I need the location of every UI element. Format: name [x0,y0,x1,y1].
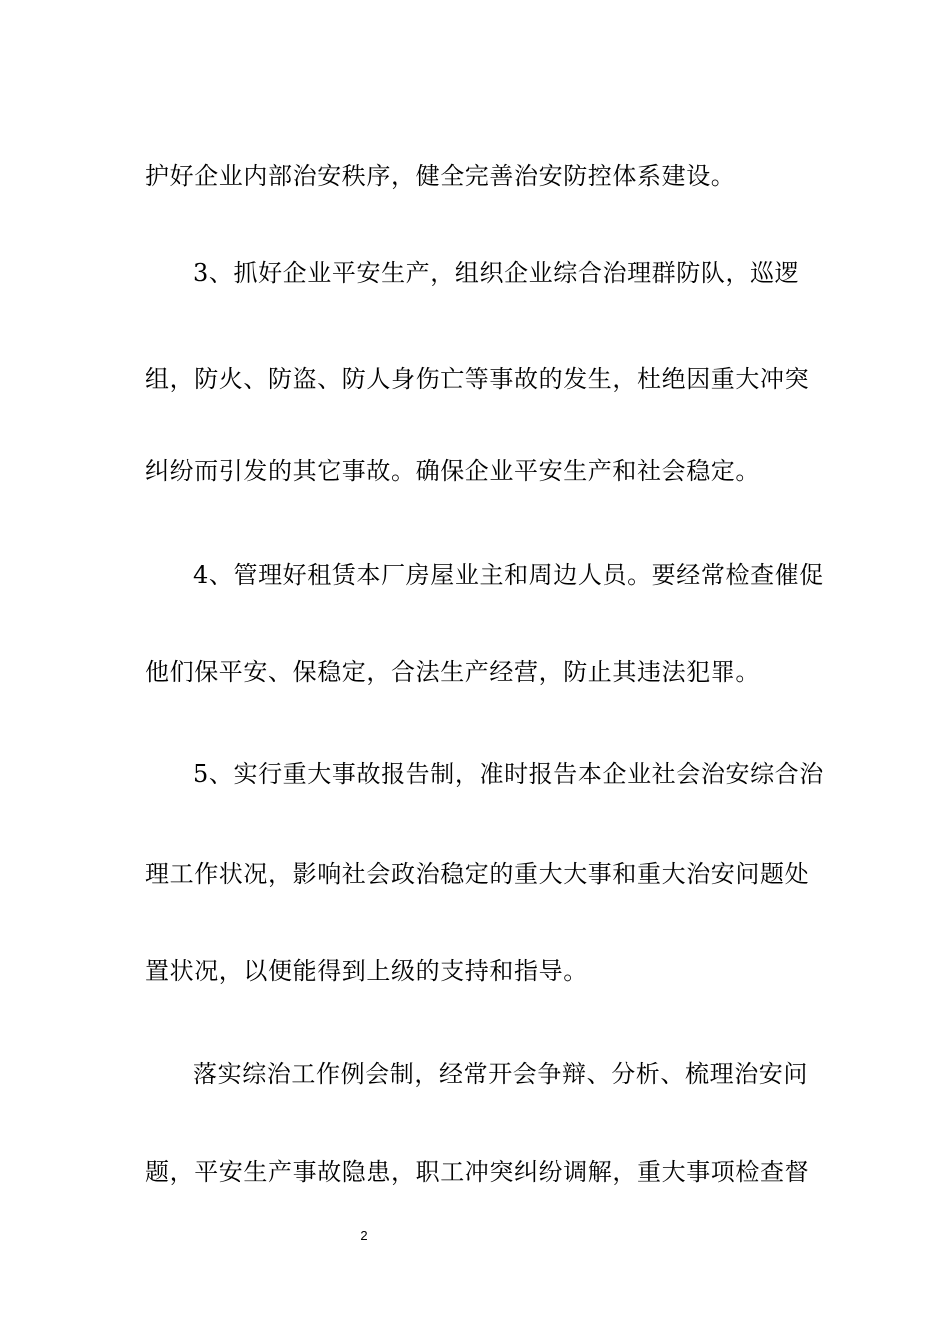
body-line-6: 他们保平安、保稳定，合法生产经营，防止其违法犯罪。 [145,658,760,686]
body-line-11: 题，平安生产事故隐患，职工冲突纠纷调解，重大事项检查督 [145,1158,810,1186]
body-line-9: 置状况，以便能得到上级的支持和指导。 [145,957,588,985]
body-line-2: 3、抓好企业平安生产，组织企业综合治理群防队，巡逻 [193,259,800,287]
body-line-7: 5、实行重大事故报告制，准时报告本企业社会治安综合治 [193,760,824,788]
body-line-10: 落实综治工作例会制，经常开会争辩、分析、梳理治安问 [193,1060,808,1088]
body-line-4: 纠纷而引发的其它事故。确保企业平安生产和社会稳定。 [145,457,760,485]
body-line-3: 组，防火、防盗、防人身伤亡等事故的发生，杜绝因重大冲突 [145,365,810,393]
body-line-5: 4、管理好租赁本厂房屋业主和周边人员。要经常检查催促 [193,561,824,589]
body-line-8: 理工作状况，影响社会政治稳定的重大大事和重大治安问题处 [145,860,810,888]
body-line-1: 护好企业内部治安秩序，健全完善治安防控体系建设。 [145,162,736,190]
page-number: 2 [360,1228,368,1243]
